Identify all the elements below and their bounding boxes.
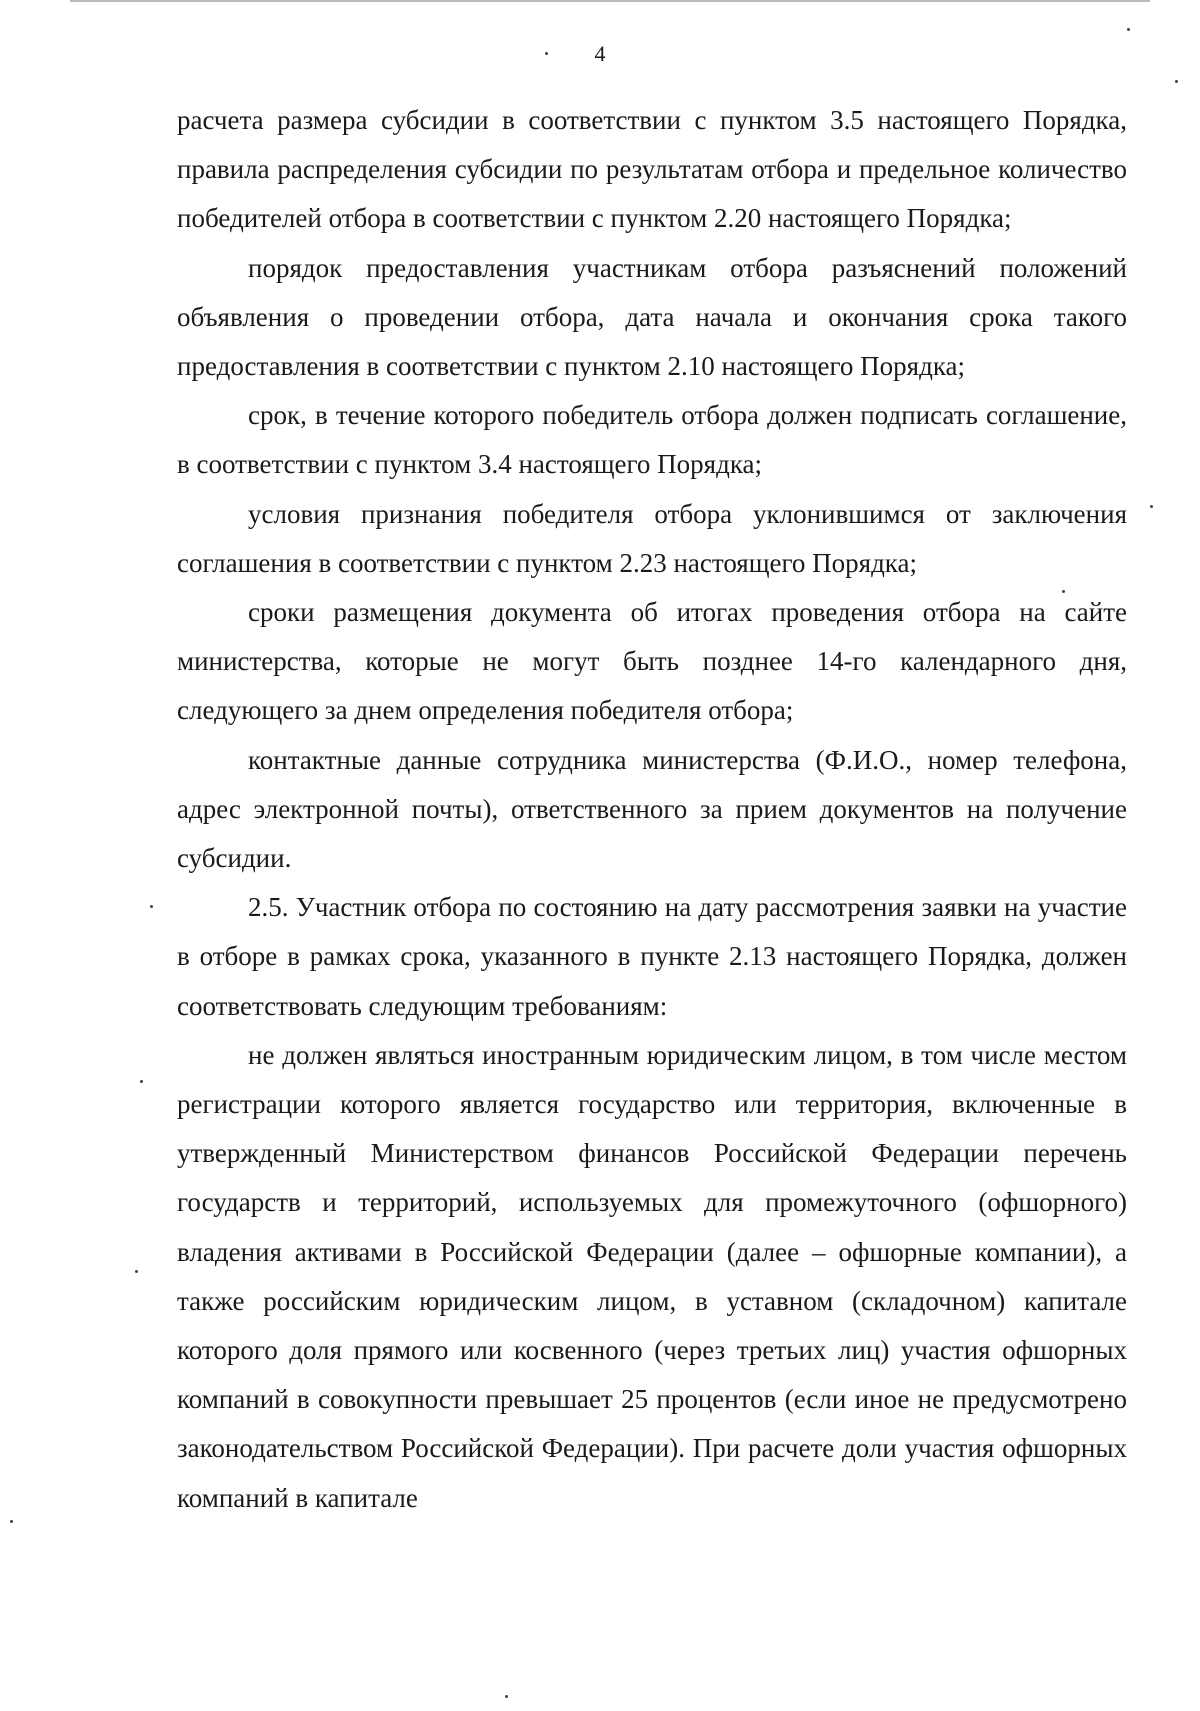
scan-speck bbox=[1127, 28, 1130, 31]
scan-speck bbox=[150, 905, 153, 908]
scan-speck bbox=[1175, 80, 1178, 83]
scan-speck bbox=[545, 52, 548, 55]
paragraph-continuation: расчета размера субсидии в соответствии с пунктом 3.5 настоящего Порядка, правила распределения субсидии по результатам отбора и предельное количество победителей отбора в соответствии с пунктом 2.20 настоящего Порядка; bbox=[177, 105, 1127, 234]
scan-speck bbox=[140, 1080, 143, 1083]
page-number: 4 bbox=[594, 41, 606, 66]
scan-speck bbox=[10, 1520, 13, 1523]
scan-speck bbox=[505, 1695, 508, 1698]
document-body bbox=[177, 96, 1127, 1523]
paragraph: срок, в течение которого победитель отбора должен подписать соглашение, в соответствии с пунктом 3.4 настоящего Порядка; bbox=[177, 400, 1127, 480]
paragraph: сроки размещения документа об итогах проведения отбора на сайте министерства, которые не могут быть позднее 14-го календарного дня, следующего за днем определения победителя отбора; bbox=[177, 597, 1127, 726]
paragraph: не должен являться иностранным юридическим лицом, в том числе местом регистрации которого является государство или территория, включенные в утвержденный Министерством финансов Российской Федерации перечень государств и территорий, используемых для промежуточного (офшорного) владения активами в Российской Федерации (далее – офшорные компании), а также российским юридическим лицом, в уставном (складочном) капитале которого доля прямого или косвенного (через третьих лиц) участия офшорных компаний в совокупности превышает 25 процентов (если иное не предусмотрено законодательством Российской Федерации). При расчете доли участия офшорных компаний в капитале bbox=[177, 1039, 1127, 1513]
top-edge-line bbox=[70, 0, 1150, 2]
paragraph: порядок предоставления участникам отбора разъяснений положений объявления о проведении отбора, дата начала и окончания срока такого предоставления в соответствии с пунктом 2.10 настоящего Порядка; bbox=[177, 252, 1127, 382]
paragraph: условия признания победителя отбора уклонившимся от заключения соглашения в соответствии с пунктом 2.23 настоящего Порядка; bbox=[177, 498, 1127, 578]
scan-speck bbox=[135, 1270, 138, 1273]
scan-speck bbox=[1062, 590, 1065, 593]
scan-speck bbox=[1150, 505, 1153, 508]
paragraph: контактные данные сотрудника министерства (Ф.И.О., номер телефона, адрес электронной почты), ответственного за прием документов на получение субсидии. bbox=[177, 744, 1127, 874]
paragraph-clause-2-5: 2.5. Участник отбора по состоянию на дату рассмотрения заявки на участие в отборе в рамках срока, указанного в пункте 2.13 настоящего Порядка, должен соответствовать следующим требованиям: bbox=[177, 892, 1127, 1021]
